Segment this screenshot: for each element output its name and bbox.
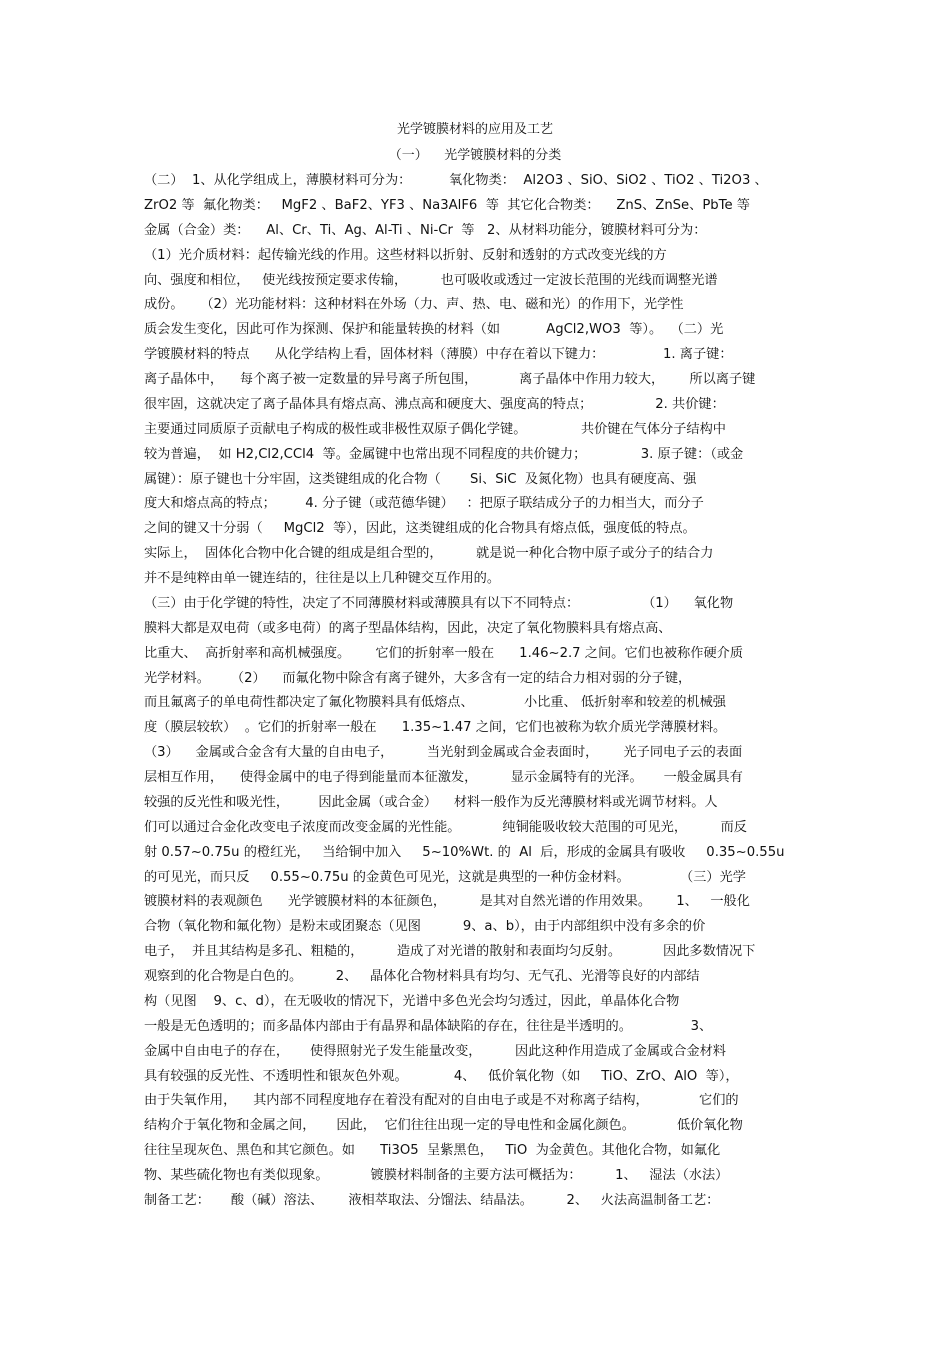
text-line: 实际上， 固体化合物中化合键的组成是组合型的， 就是说一种化合物中原子或分子的结合力 [144,546,714,562]
text-line: （三）由于化学键的特性，决定了不同薄膜材料或薄膜具有以下不同特点： （1） 氧化物 [144,595,734,611]
text-line: 离子晶体中， 每个离子被一定数量的异号离子所包围， 离子晶体中作用力较大， 所以离子键 [144,372,756,387]
text-line: 具有较强的反光性、不透明性和银灰色外观。 4、 低价氧化物（如 TiO、ZrO、AlO 等）， [144,1068,739,1084]
text-line: 物、某些硫化物也有类似现象。 镀膜材料制备的主要方法可概括为： 1、 湿法（水法） [144,1168,729,1183]
text-line: 度（膜层较软） 。它们的折射率一般在 1.35~1.47 之间，它们也被称为软介质光学薄膜材料。 [144,720,727,736]
text-line: 成份。 （2）光功能材料：这种材料在外场（力、声、热、电、磁和光）的作用下，光学性 [144,297,684,313]
text-line: 层相互作用， 使得金属中的电子得到能量而本征激发， 显示金属特有的光泽。 一般金属具有 [144,770,743,785]
text-line: 属键）：原子键也十分牢固，这类键组成的化合物（ Si、SiC 及氮化物）也具有硬度高、强 [144,471,697,487]
text-line: 由于失氧作用， 其内部不同程度地存在着没有配对的自由电子或是不对称离子结构， 它们的 [144,1093,739,1109]
text-line: 之间的键又十分弱（ MgCl2 等），因此，这类键组成的化合物具有熔点低，强度低的特点。 [144,521,696,537]
text-line: 制备工艺： 酸（碱）溶法、 液相萃取法、分馏法、结晶法。 2、 火法高温制备工艺： [144,1192,720,1208]
text-line: 而且氟离子的单电荷性都决定了氟化物膜料具有低熔点、 小比重、 低折射率和较差的机械强 [144,695,726,711]
text-line: 往往呈现灰色、黑色和其它颜色。如 Ti3O5 呈紫黑色， TiO 为金黄色。其他化合物，如氟化 [144,1143,721,1159]
text-line: 一般是无色透明的；而多晶体内部由于有晶界和晶体缺陷的存在，往往是半透明的。 3、 [144,1018,713,1034]
text-line: 较为普遍， 如 H2,Cl2,CCl4 等。金属键中也常出现不同程度的共价键力； 3. 原子键：（或金 [144,446,744,462]
text-line: 光学材料。 （2） 而氟化物中除含有离子键外，大多含有一定的结合力相对弱的分子键， [144,670,692,686]
text-line: 向、强度和相位， 使光线按预定要求传输， 也可吸收或透过一定波长范围的光线而调整光谱 [144,272,718,288]
text-line: 学镀膜材料的特点 从化学结构上看，固体材料（薄膜）中存在着以下键力： 1. 离子键： [144,347,733,363]
text-line: 质会发生变化，因此可作为探测、保护和能量转换的材料（如 AgCl2,WO3 等）。 （二）光 [144,322,724,338]
text-line: 较强的反光性和吸光性， 因此金属（或合金） 材料一般作为反光薄膜材料或光调节材料。人 [144,794,718,810]
text-line: 的可见光，而只反 0.55~0.75u 的金黄色可见光，这就是典型的一种仿金材料。 （三）光学 [144,869,746,885]
text-line: 们可以通过合金化改变电子浓度而改变金属的光性能。 纯铜能吸收较大范围的可见光， 而反 [144,819,747,835]
text-line: 合物（氧化物和氟化物）是粉末或团聚态（见图 9、a、b），由于内部组织中没有多余的价 [144,919,706,935]
document-title: 光学镀膜材料的应用及工艺 [396,122,553,137]
text-line: 主要通过同质原子贡献电子构成的极性或非极性双原子偶化学键。 共价键在气体分子结构中 [144,421,726,437]
text-line: 射 0.57~0.75u 的橙红光， 当给铜中加入 5~10%Wt. 的 Al 后，形成的金属具有吸收 0.35~0.55u [144,844,785,860]
text-line: （3） 金属或合金含有大量的自由电子， 当光射到金属或合金表面时， 光子同电子云的表面 [144,745,743,761]
text-line: 金属中自由电子的存在， 使得照射光子发生能量改变， 因此这种作用造成了金属或合金材料 [144,1043,726,1059]
text-line: ZrO2 等 氟化物类： MgF2 、BaF2、YF3 、Na3AlF6 等 其它化合物类： ZnS、ZnSe、PbTe 等 [144,197,750,213]
document-subtitle: （一） 光学镀膜材料的分类 [388,148,562,163]
text-line: 镀膜材料的表观颜色 光学镀膜材料的本征颜色， 是其对自然光谱的作用效果。 1、 一般化 [144,894,750,910]
text-line: （二） 1、从化学组成上，薄膜材料可分为： 氧化物类： Al2O3 、SiO、SiO2 、TiO2 、Ti2O3 、 [144,173,768,188]
text-line: 比重大、 高折射率和高机械强度。 它们的折射率一般在 1.46~2.7 之间。它们也被称作硬介质 [144,645,744,661]
text-line: 金属（合金）类： Al、Cr、Ti、Ag、Al-Ti 、Ni-Cr 等 2、从材料功能分，镀膜材料可分为： [144,222,707,238]
text-line: 膜料大都是双电荷（或多电荷）的离子型晶体结构，因此，决定了氧化物膜料具有熔点高、 [144,620,672,636]
text-line: 观察到的化合物是白色的。 2、 晶体化合物材料具有均匀、无气孔、光滑等良好的内部结 [144,969,700,984]
text-line: 构（见图 9、c、d），在无吸收的情况下，光谱中多色光会均匀透过，因此，单晶体化合物 [144,993,680,1009]
text-line: （1）光介质材料：起传输光线的作用。这些材料以折射、反射和透射的方式改变光线的方 [144,247,667,263]
text-line: 结构介于氧化物和金属之间， 因此， 它们往往出现一定的导电性和金属化颜色。 低价氧化物 [144,1118,743,1134]
document-body [144,169,814,1214]
text-line: 电子， 并且其结构是多孔、粗糙的， 造成了对光谱的散射和表面均匀反射。 因此多数情况下 [144,944,756,960]
text-line: 很牢固，这就决定了离子晶体具有熔点高、沸点高和硬度大、强度高的特点； 2. 共价键： [144,396,725,412]
text-line: 度大和熔点高的特点； 4. 分子键（或范德华键） ：把原子联结成分子的力相当大，而分子 [144,496,704,512]
text-line: 并不是纯粹由单一键连结的，往往是以上几种键交互作用的。 [144,571,501,586]
